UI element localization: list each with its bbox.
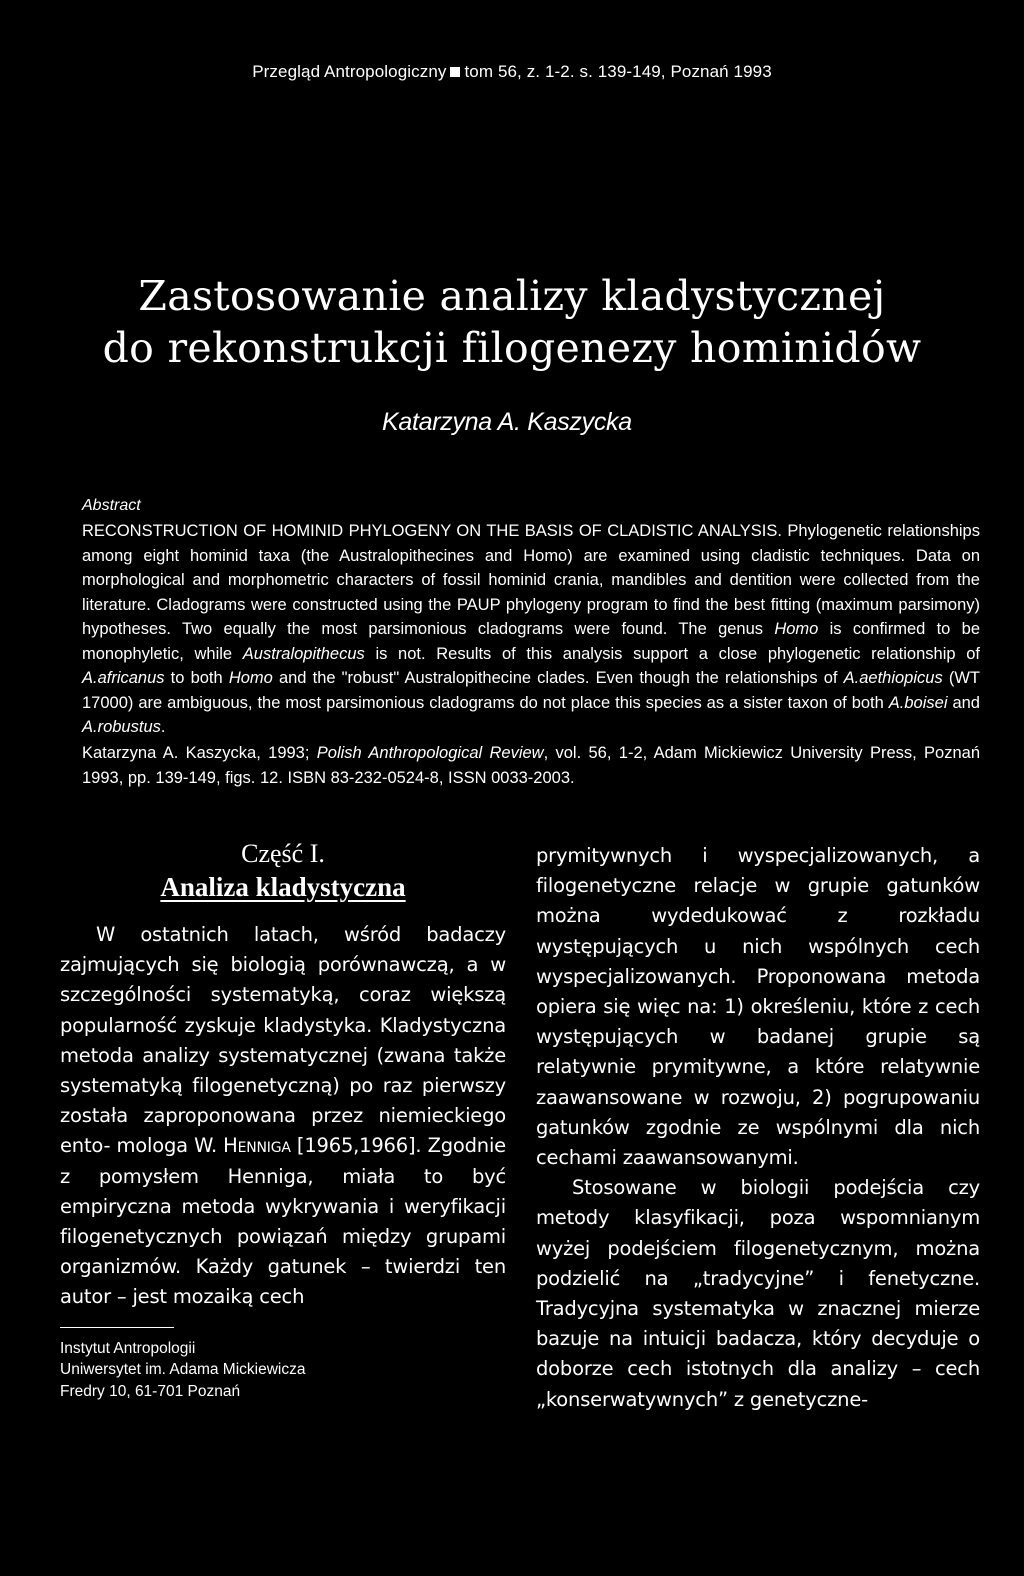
footnote-line: Instytut Antropologii <box>60 1339 196 1357</box>
title-line-2: do rekonstrukcji filogenezy hominidów <box>102 324 922 372</box>
abstract-part: is not. Results of this analysis support a close phylogenetic relationship of <box>364 644 981 663</box>
affiliation-footnote <box>60 1338 506 1403</box>
abstract-italic: Homo <box>228 669 273 687</box>
footnote-line: Fredry 10, 61-701 Poznań <box>60 1382 241 1400</box>
author-name: Katarzyna A. Kaszycka <box>382 408 632 436</box>
citation-part: Katarzyna A. Kaszycka, 1993; <box>82 744 317 762</box>
abstract-text <box>82 519 980 740</box>
abstract-part: (WT 17000) are ambiguous, the most parsimonious cladograms do not place this species as a sister taxon of both <box>82 669 980 712</box>
part-heading: Część I. <box>241 839 325 868</box>
abstract-italic: Homo <box>774 620 819 638</box>
body-paragraph <box>536 841 980 1415</box>
paragraph-text: W ostatnich latach, wśród badaczy zajmujących się biologią porównawczą, a w szczególności systematyką, coraz większą popularność zyskuje kladystyka. Kladystyczna metoda analizy systematycznej (zwana także systematyką filogenetyczną) po raz pierwszy została zaproponowana przez niemieckiego ento- mologa W. <box>60 923 506 1158</box>
paragraph-text: [1965,1966]. Zgodnie z pomysłem Henniga, miała to być empiryczna metoda wykrywania i weryfikacji filogenetycznych powiązań między grupami organizmów. Każdy gatunek – twierdzi ten autor – jest mozaiką cech <box>60 1134 506 1309</box>
abstract-italic: Australopithecus <box>242 644 365 663</box>
abstract-italic: A.robustus <box>82 718 161 736</box>
article-title <box>0 270 1024 374</box>
square-bullet-icon <box>450 67 460 77</box>
footnote-divider <box>60 1327 174 1328</box>
abstract-part: and <box>947 693 980 712</box>
citation <box>82 741 980 790</box>
journal-issue: tom 56, z. 1-2. s. 139-149, Poznań 1993 <box>464 62 772 81</box>
title-line-1: Zastosowanie analizy kladystycznej <box>138 272 886 320</box>
abstract-italic: A.africanus <box>82 669 165 687</box>
journal-name: Przegląd Antropologiczny <box>252 62 447 81</box>
right-column <box>536 841 980 1415</box>
abstract-part: and the "robust" Australopithecine clades. Even though the relationships of <box>272 669 844 687</box>
citation-part: , vol. 56, 1-2, Adam Mickiewicz University Press, Poznań 1993, pp. 139-149, figs. 12. ISBN 83-232-0524-8, ISSN 0033-2003. <box>82 744 981 787</box>
journal-header <box>0 62 1024 82</box>
section-title: Analiza kladystyczna <box>160 872 406 902</box>
citation-journal: Polish Anthropological Review <box>316 744 544 762</box>
abstract-part: is confirmed to be monophyletic, while <box>82 620 981 663</box>
paragraph: prymitywnych i wyspecjalizowanych, a filogenetyczne relacje w grupie gatunków można wydedukować z rozkładu występujących u nich wspólnych cech wyspecjalizowanych. Proponowana metoda opiera się więc na: 1) określeniu, które z cech występujących w badanej grupie są relatywnie prymitywne, a które relatywnie zaawansowane w rozwoju, 2) pogrupowaniu gatunków zgodnie ze wspólnymi dla nich cechami zaawansowanymi. <box>536 844 980 1170</box>
left-column <box>60 838 506 1402</box>
abstract-label: Abstract <box>82 497 141 514</box>
abstract-part: . <box>160 718 166 736</box>
abstract-italic: A.aethiopicus <box>843 669 943 687</box>
cited-author: Henniga <box>223 1134 291 1158</box>
body-paragraph <box>60 920 506 1313</box>
footnote-line: Uniwersytet im. Adama Mickiewicza <box>60 1361 306 1379</box>
abstract-part: RECONSTRUCTION OF HOMINID PHYLOGENY ON THE BASIS OF CLADISTIC ANALYSIS. Phylogenetic relationships among eight hominid taxa (the Australopithecines and Homo) are examined using cladistic techniques. Data on morphological and morphometric characters of fossil hominid crania, mandibles and dentition were collected from the literature. Cladograms were constructed using the PAUP phylogeny program to find the best fitting (maximum parsimony) hypotheses. Two equally the most parsimonious cladograms were found. The genus <box>82 522 980 638</box>
paragraph: Stosowane w biologii podejścia czy metody klasyfikacji, poza wspomnianym wyżej podejściem filogenetycznym, można podzielić na „tradycyjne” i fenetyczne. Tradycyjna systematyka w znacznej mierze bazuje na intuicji badacza, który decyduje o doborze cech istotnych dla analizy – cech „konserwatywnych” z genetyczne- <box>536 1176 980 1411</box>
paragraph <box>60 920 506 1313</box>
abstract-italic: A.boisei <box>888 693 948 712</box>
abstract-part: to both <box>164 669 229 687</box>
